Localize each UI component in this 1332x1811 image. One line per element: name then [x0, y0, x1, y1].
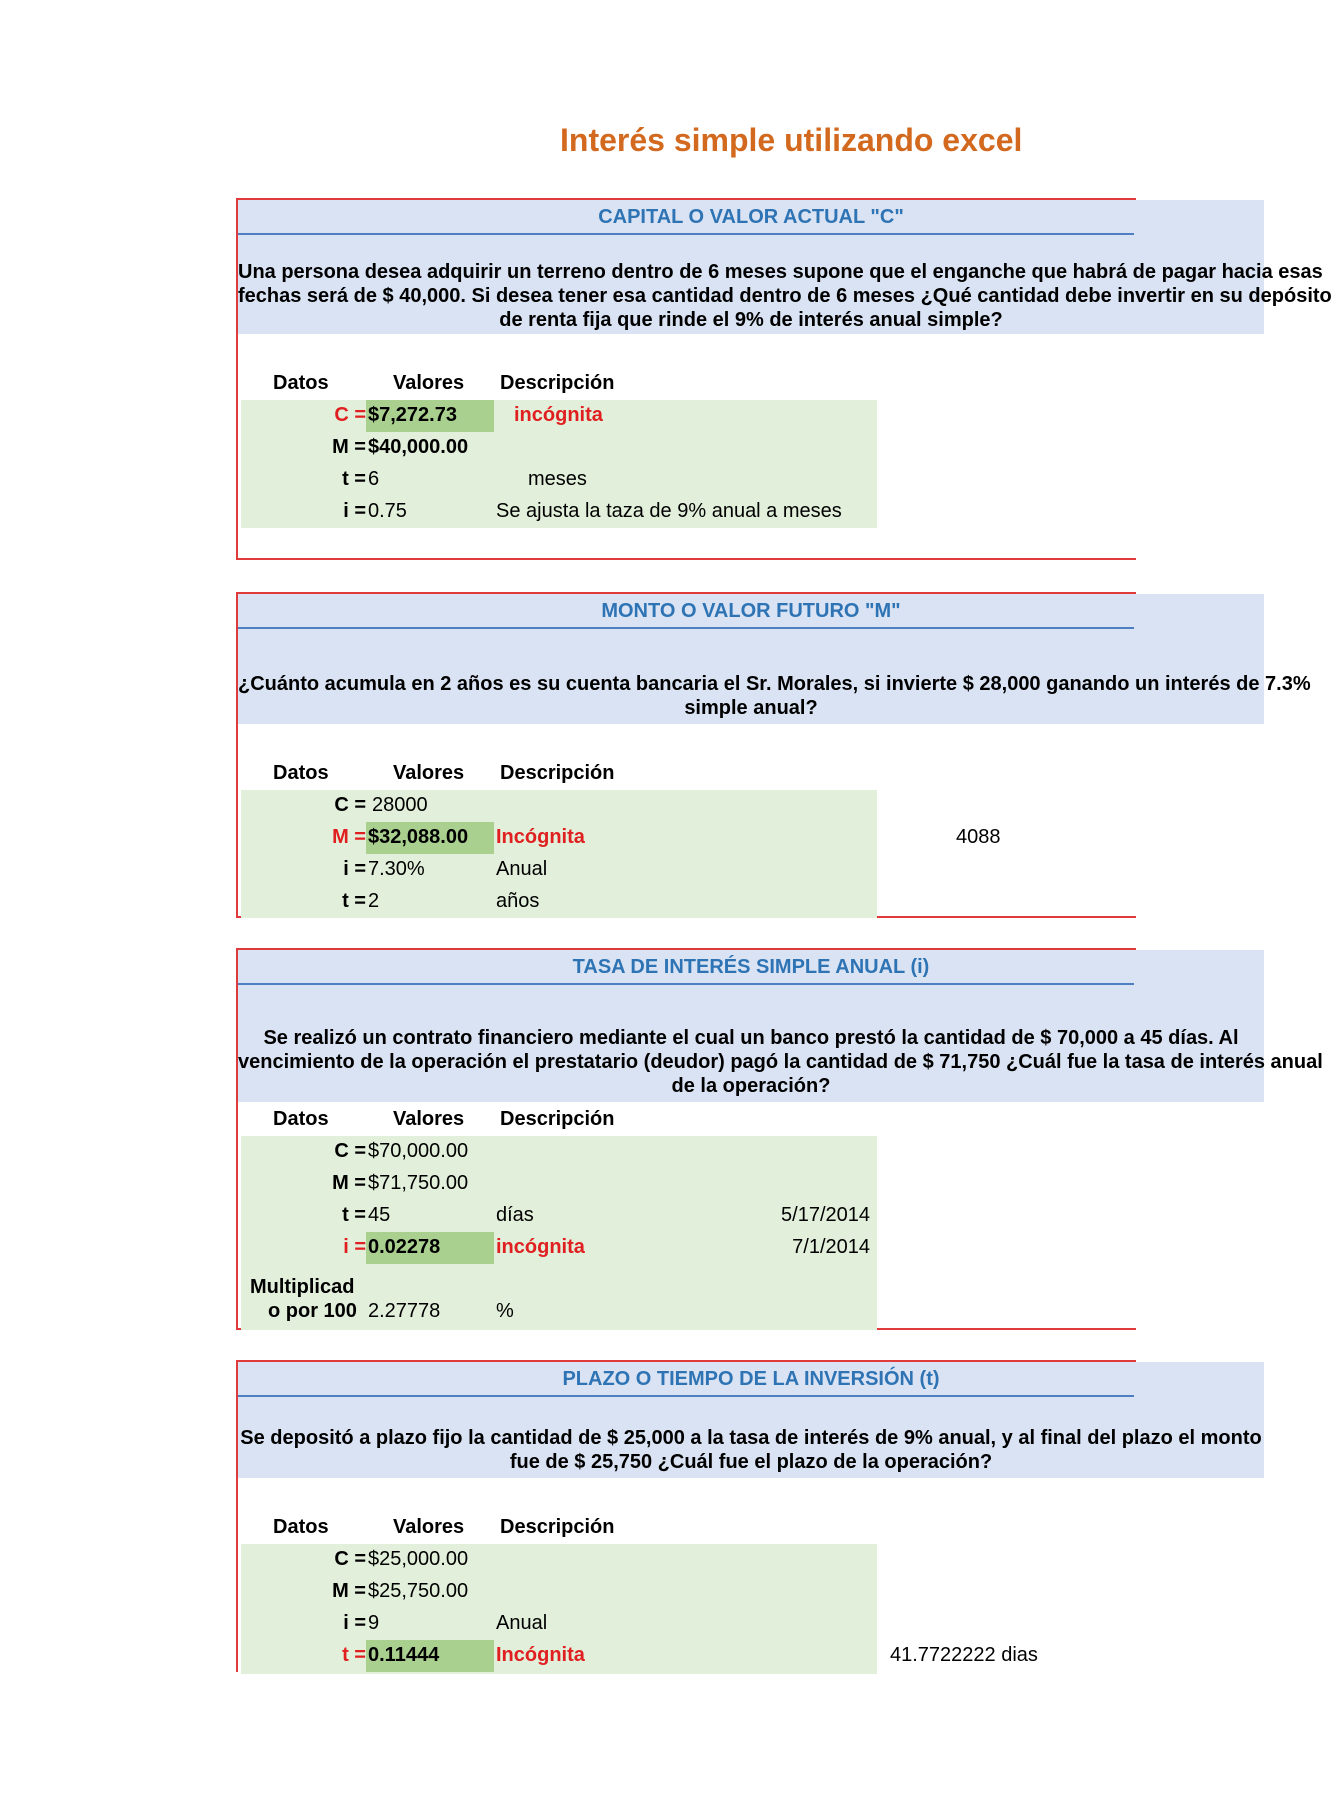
row-desc: meses — [528, 468, 587, 490]
problem-line: vencimiento de la operación el prestatario (deudor) pagó la cantidad de $ 71,750 ¿Cuál fue la tasa de interés anual — [238, 1051, 1323, 1073]
percent-unit: % — [496, 1300, 514, 1322]
row-label: C = — [334, 404, 366, 426]
row-value: 0.11444 — [368, 1644, 440, 1666]
section-title: CAPITAL O VALOR ACTUAL "C" — [598, 206, 904, 228]
header-descripcion: Descripción — [500, 372, 615, 394]
section-title: MONTO O VALOR FUTURO "M" — [601, 600, 901, 622]
row-label: C = — [334, 794, 366, 816]
row-value: 0.02278 — [368, 1236, 441, 1258]
section-title: PLAZO O TIEMPO DE LA INVERSIÓN (t) — [562, 1368, 940, 1390]
problem-line: de renta fija que rinde el 9% de interés anual simple? — [499, 309, 1003, 331]
percent-value: 2.27778 — [368, 1300, 441, 1322]
row-desc: Incógnita — [496, 826, 585, 848]
problem-line: simple anual? — [684, 697, 818, 719]
row-label: M = — [332, 826, 366, 848]
row-desc: Anual — [496, 858, 548, 880]
row-value: 7.30% — [368, 858, 425, 880]
problem-line: Una persona desea adquirir un terreno dentro de 6 meses supone que el enganche que habrá de pagar hacia esas — [238, 261, 1323, 283]
section-monto — [236, 592, 1311, 918]
row-desc: Anual — [496, 1612, 548, 1634]
row-label: C = — [334, 1548, 366, 1570]
interest-amount: 4088 — [956, 826, 1001, 848]
row-value: 9 — [368, 1612, 380, 1634]
problem-line: Se depositó a plazo fijo la cantidad de $ 25,000 a la tasa de interés de 9% anual, y al final del plazo el monto — [240, 1427, 1262, 1449]
row-label: M = — [332, 436, 366, 458]
header-datos: Datos — [273, 372, 329, 394]
row-value: $70,000.00 — [368, 1140, 469, 1162]
row-desc: Incógnita — [496, 1644, 585, 1666]
row-value: $7,272.73 — [368, 404, 457, 426]
header-valores: Valores — [393, 1516, 465, 1538]
problem-line: de la operación? — [671, 1075, 831, 1097]
row-value: 2 — [368, 890, 380, 912]
row-label: t = — [342, 468, 366, 490]
row-value: 6 — [368, 468, 380, 490]
row-label: C = — [334, 1140, 366, 1162]
row-value: $71,750.00 — [368, 1172, 469, 1194]
days-result: 41.7722222 dias — [890, 1644, 1038, 1666]
section-title: TASA DE INTERÉS SIMPLE ANUAL (i) — [572, 956, 930, 978]
row-label: M = — [332, 1172, 366, 1194]
row-label: i = — [343, 500, 366, 522]
row-label: i = — [343, 858, 366, 880]
row-desc: incógnita — [514, 404, 603, 426]
header-valores: Valores — [393, 372, 465, 394]
row-value: $25,750.00 — [368, 1580, 469, 1602]
multiplied-label: o por 100 — [268, 1300, 357, 1322]
section-plazo — [236, 1360, 1262, 1672]
row-value: $32,088.00 — [368, 826, 469, 848]
row-label: i = — [343, 1236, 366, 1258]
header-descripcion: Descripción — [500, 1108, 615, 1130]
section-capital — [236, 198, 1332, 560]
section-tasa — [236, 948, 1323, 1330]
header-descripcion: Descripción — [500, 1516, 615, 1538]
start-date: 5/17/2014 — [781, 1204, 870, 1226]
problem-line: ¿Cuánto acumula en 2 años es su cuenta bancaria el Sr. Morales, si invierte $ 28,000 ganando un interés de 7.3% — [238, 673, 1311, 695]
row-label: t = — [342, 890, 366, 912]
problem-line: fechas será de $ 40,000. Si desea tener esa cantidad dentro de 6 meses ¿Qué cantidad debe invertir en su depósito — [238, 285, 1332, 307]
row-desc: incógnita — [496, 1236, 585, 1258]
header-descripcion: Descripción — [500, 762, 615, 784]
row-desc: años — [496, 890, 540, 912]
row-value: 0.75 — [368, 500, 407, 522]
multiplied-label: Multiplicad — [250, 1276, 355, 1298]
row-value: $25,000.00 — [368, 1548, 469, 1570]
header-valores: Valores — [393, 1108, 465, 1130]
row-label: M = — [332, 1580, 366, 1602]
row-label: i = — [343, 1612, 366, 1634]
header-datos: Datos — [273, 762, 329, 784]
row-value: $40,000.00 — [368, 436, 469, 458]
row-desc: días — [496, 1204, 534, 1226]
header-valores: Valores — [393, 762, 465, 784]
page-title: Interés simple utilizando excel — [560, 122, 1023, 158]
end-date: 7/1/2014 — [792, 1236, 870, 1258]
row-label: t = — [342, 1204, 366, 1226]
header-datos: Datos — [273, 1516, 329, 1538]
row-desc: Se ajusta la taza de 9% anual a meses — [496, 500, 842, 522]
row-label: t = — [342, 1644, 366, 1666]
problem-line: fue de $ 25,750 ¿Cuál fue el plazo de la operación? — [509, 1451, 993, 1473]
row-value: 28000 — [372, 794, 428, 816]
row-value: 45 — [368, 1204, 391, 1226]
problem-line: Se realizó un contrato financiero mediante el cual un banco prestó la cantidad de $ 70,000 a 45 días. Al — [263, 1027, 1239, 1049]
header-datos: Datos — [273, 1108, 329, 1130]
